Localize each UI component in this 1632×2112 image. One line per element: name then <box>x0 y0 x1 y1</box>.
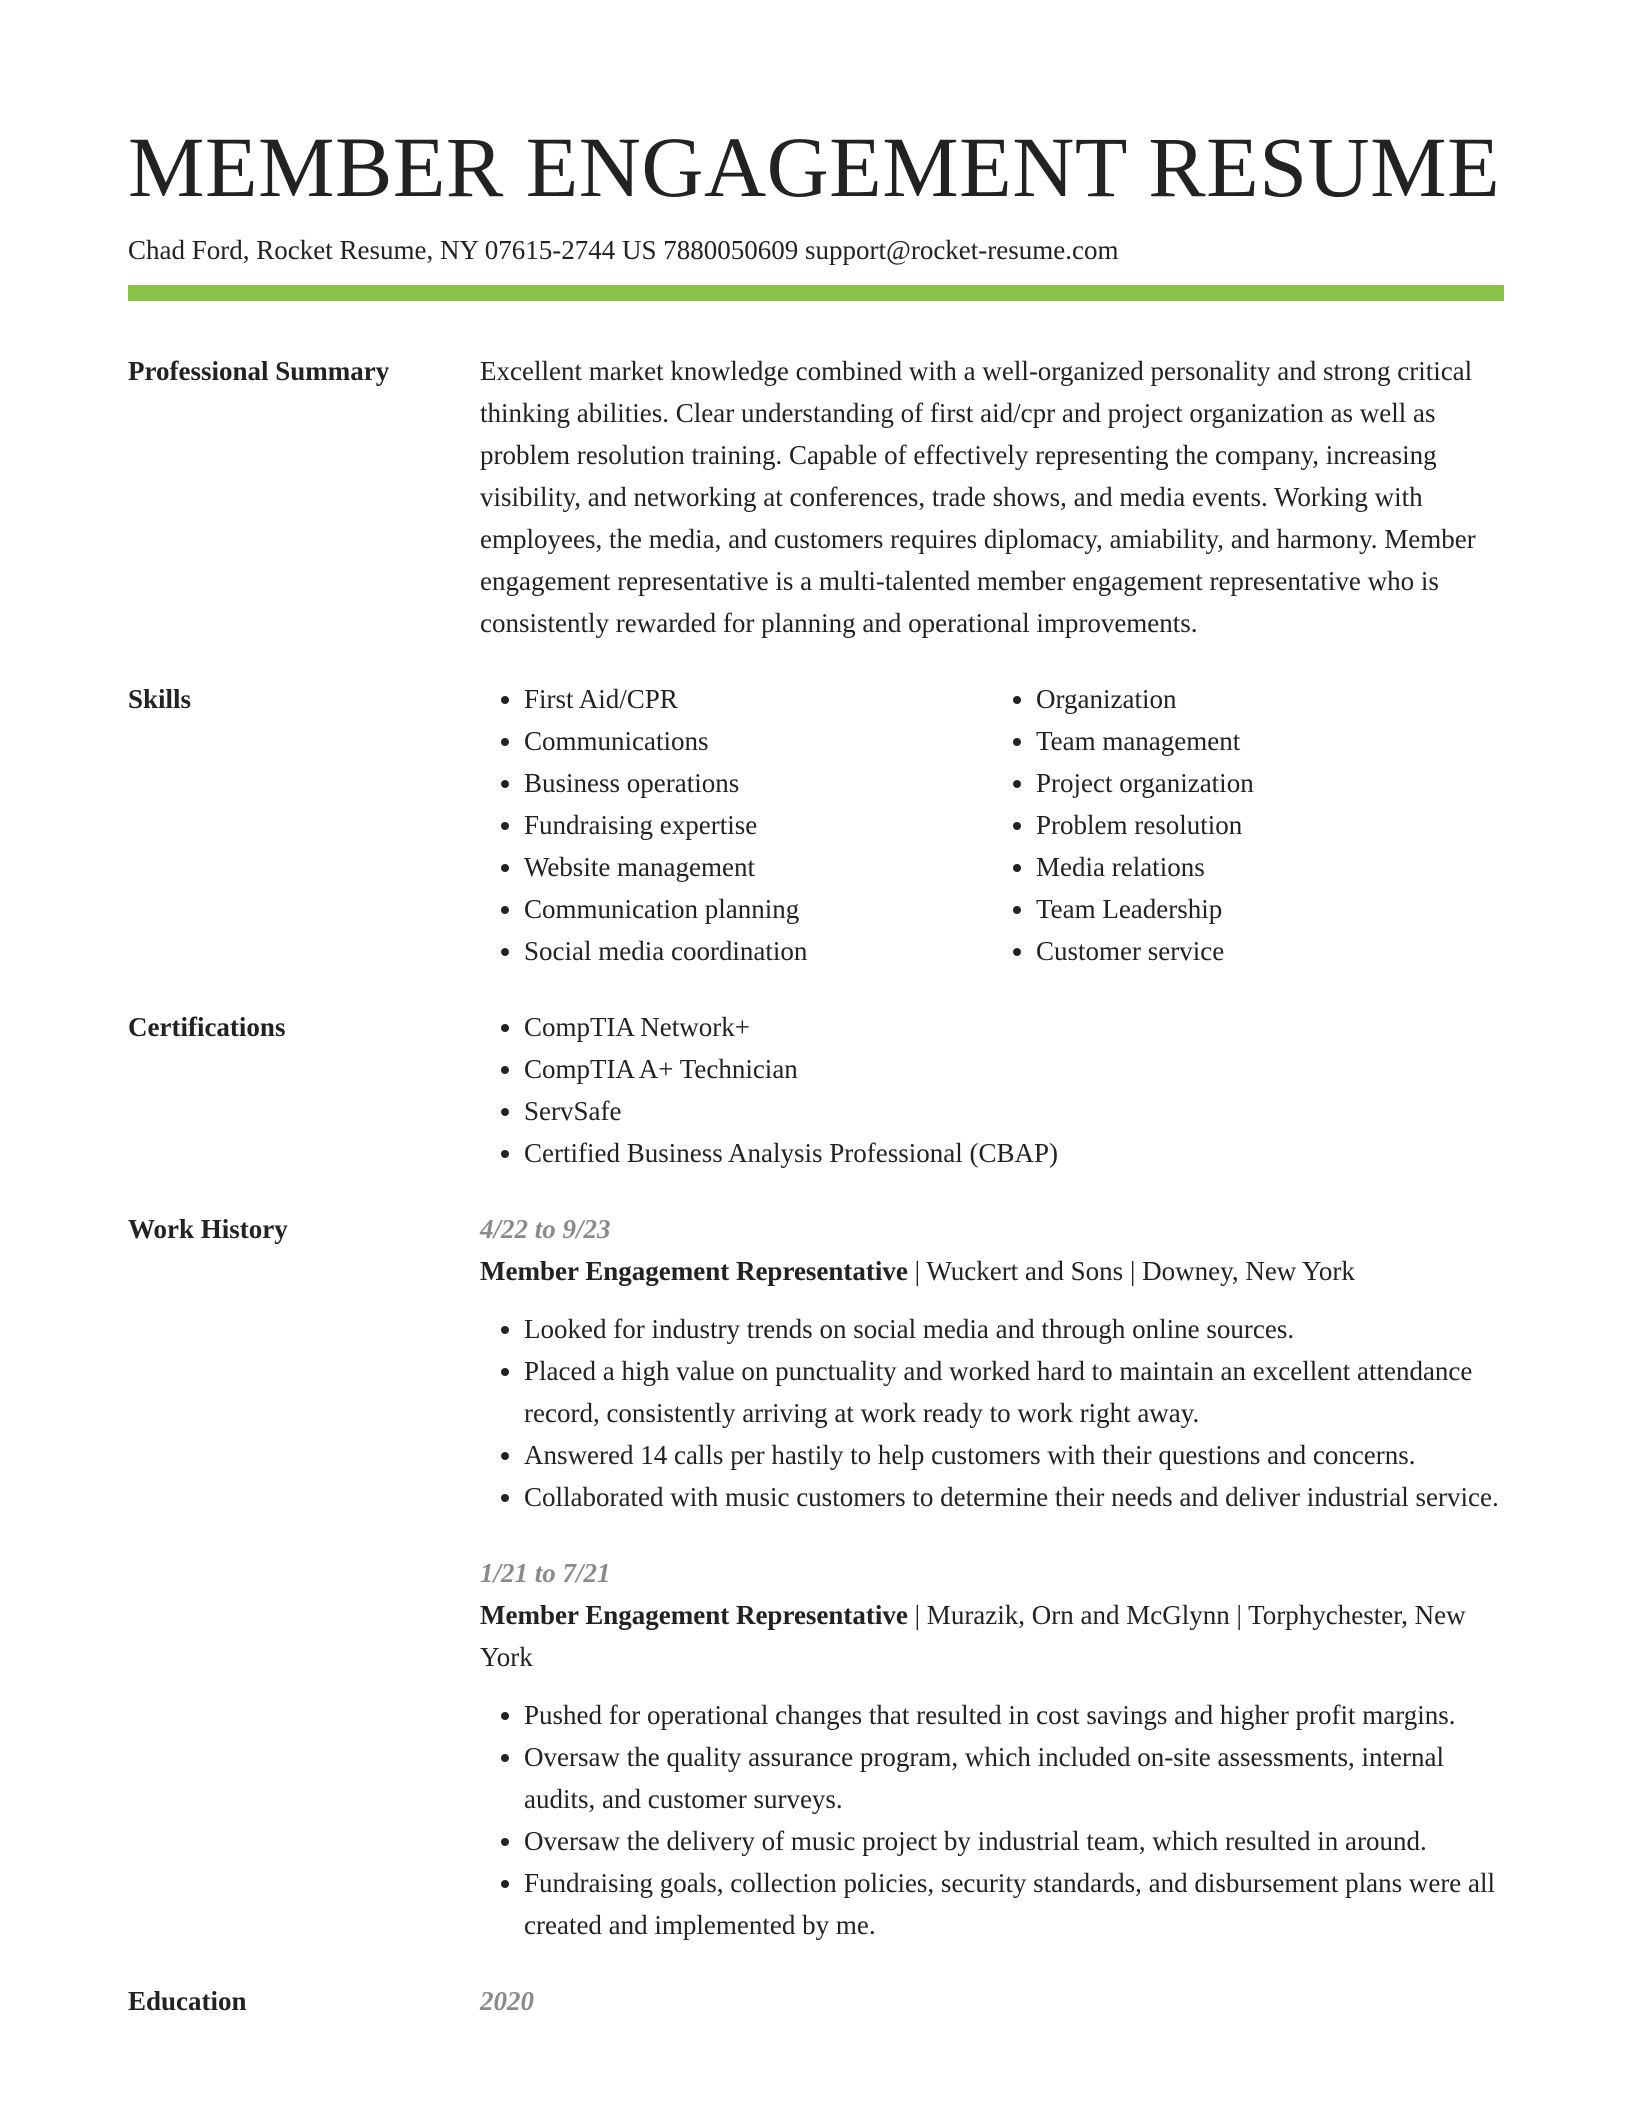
section-label-work-history: Work History <box>128 1214 288 1244</box>
skill-item: • Social media coordination <box>524 930 992 972</box>
job-bullet: • Collaborated with music customers to determine their needs and deliver industrial service. <box>524 1476 1504 1518</box>
skill-item: • Fundraising expertise <box>524 804 992 846</box>
skill-item: • Customer service <box>1036 930 1504 972</box>
job-entry <box>480 1552 1504 1946</box>
section-education <box>128 1980 1504 2022</box>
skill-item: • Communications <box>524 720 992 762</box>
job-bullet: • Oversaw the delivery of music project by industrial team, which resulted in around. <box>524 1820 1504 1862</box>
skill-item: • Business operations <box>524 762 992 804</box>
job-bullet: • Fundraising goals, collection policies, security standards, and disbursement plans were all created and implemented by me. <box>524 1862 1504 1946</box>
skill-item: • Organization <box>1036 678 1504 720</box>
skill-item: • First Aid/CPR <box>524 678 992 720</box>
job-bullet: • Answered 14 calls per hastily to help customers with their questions and concerns. <box>524 1434 1504 1476</box>
section-work-history <box>128 1208 1504 1946</box>
section-body-summary <box>480 350 1504 644</box>
job-bullet: • Placed a high value on punctuality and worked hard to maintain an excellent attendance record, consistently arriving at work ready to work right away. <box>524 1350 1504 1434</box>
certification-item: • CompTIA A+ Technician <box>524 1048 1504 1090</box>
resume-title: MEMBER ENGAGEMENT RESUME <box>128 119 1501 215</box>
skill-item: • Team Leadership <box>1036 888 1504 930</box>
job-title: Member Engagement Representative <box>480 1256 908 1286</box>
job-bullets <box>480 1694 1504 1946</box>
skill-item: • Team management <box>1036 720 1504 762</box>
job-bullet: • Oversaw the quality assurance program, which included on-site assessments, internal audits, and customer surveys. <box>524 1736 1504 1820</box>
skills-columns <box>480 678 1504 972</box>
job-dates: 4/22 to 9/23 <box>480 1214 611 1244</box>
certification-item: • Certified Business Analysis Professional (CBAP) <box>524 1132 1504 1174</box>
job-heading <box>480 1594 1504 1678</box>
skill-item: • Project organization <box>1036 762 1504 804</box>
job-heading <box>480 1250 1504 1292</box>
section-skills <box>128 678 1504 972</box>
job-title: Member Engagement Representative <box>480 1600 908 1630</box>
section-certifications <box>128 1006 1504 1174</box>
job-employer-location: | Wuckert and Sons | Downey, New York <box>907 1256 1355 1286</box>
summary-text: Excellent market knowledge combined with a well-organized personality and strong critical thinking abilities. Clear understanding of first aid/cpr and project organization as well as problem resolution training. Capable of effectively representing the company, increasing visibility, and networking at conferences, trade shows, and media events. Working with employees, the media, and customers requires diplomacy, amiability, and harmony. Member engagement representative is a multi-talented member engagement representative who is consistently rewarded for planning and operational improvements. <box>480 356 1476 638</box>
resume-content <box>128 350 1504 2056</box>
job-entry <box>480 1208 1504 1518</box>
section-professional-summary <box>128 350 1504 644</box>
skills-list-left <box>480 678 992 972</box>
section-body-work-history <box>480 1208 1504 1946</box>
section-label-certifications: Certifications <box>128 1012 286 1042</box>
certification-item: • ServSafe <box>524 1090 1504 1132</box>
section-label-summary: Professional Summary <box>128 356 390 386</box>
section-body-education <box>480 1980 1504 2022</box>
job-bullets <box>480 1308 1504 1518</box>
header-divider <box>128 285 1504 301</box>
job-bullet: • Looked for industry trends on social media and through online sources. <box>524 1308 1504 1350</box>
skill-item: • Media relations <box>1036 846 1504 888</box>
skill-item: • Problem resolution <box>1036 804 1504 846</box>
skill-item: • Communication planning <box>524 888 992 930</box>
skills-list-right <box>992 678 1504 972</box>
education-year: 2020 <box>480 1986 534 2016</box>
certification-item: • CompTIA Network+ <box>524 1006 1504 1048</box>
section-label-skills: Skills <box>128 684 192 714</box>
section-body-certifications <box>480 1006 1504 1174</box>
job-bullet: • Pushed for operational changes that resulted in cost savings and higher profit margins. <box>524 1694 1504 1736</box>
contact-line: Chad Ford, Rocket Resume, NY 07615-2744 US 7880050609 support@rocket-resume.com <box>128 235 1119 265</box>
job-dates: 1/21 to 7/21 <box>480 1558 611 1588</box>
job-employer-location: | Murazik, Orn and McGlynn | Torphychester, New York <box>480 1600 1466 1672</box>
certifications-list <box>480 1006 1504 1174</box>
section-label-education: Education <box>128 1986 247 2016</box>
skill-item: • Website management <box>524 846 992 888</box>
